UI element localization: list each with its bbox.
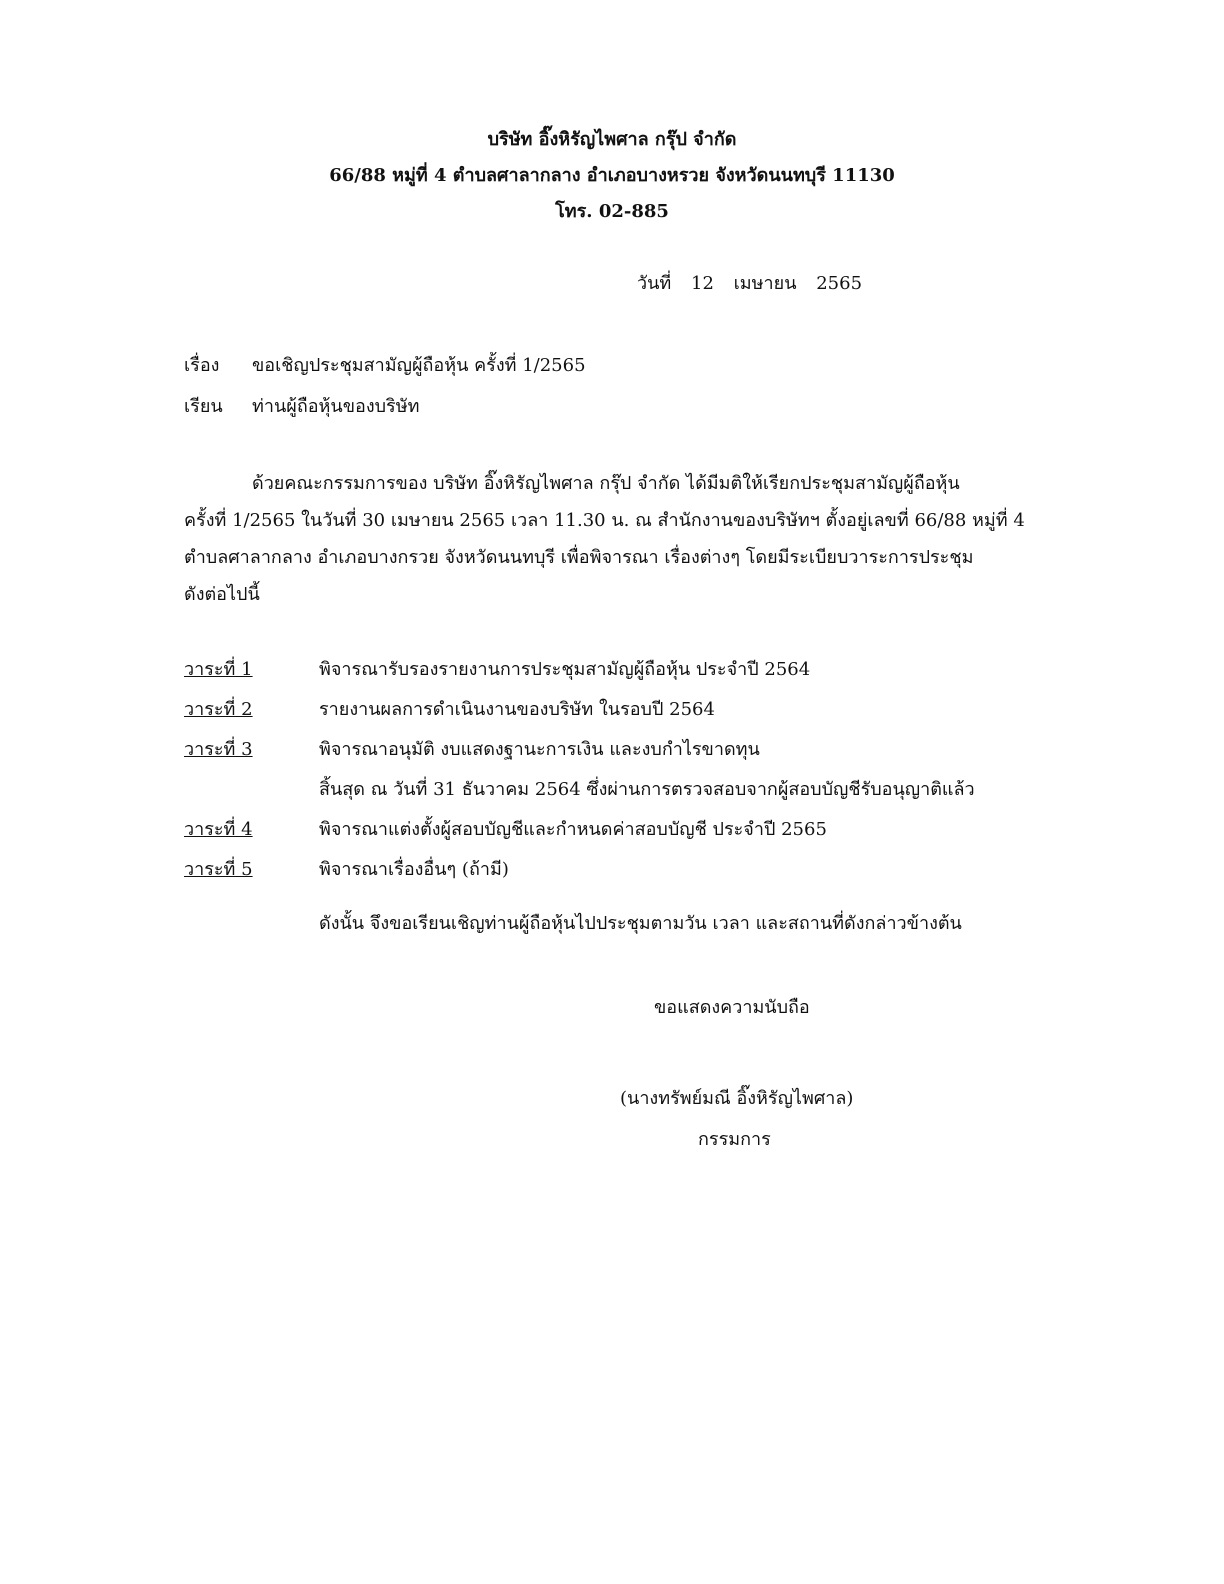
agenda-list xyxy=(184,650,1020,890)
subject-label: เรื่อง xyxy=(184,355,220,376)
subject-row xyxy=(184,350,586,379)
date-label: วันที่ xyxy=(637,273,672,294)
company-phone: โทร. 02-885 xyxy=(555,201,669,222)
agenda-label: วาระที่ 3 xyxy=(184,739,253,760)
body-line: ครั้งที่ 1/2565 ในวันที่ 30 เมษายน 2565 เวลา 11.30 น. ณ สำนักงานของบริษัทฯ ตั้งอยู่เลขที่ 66/88 หมู่ที่ 4 xyxy=(184,510,1025,531)
agenda-item xyxy=(184,810,1020,850)
date-month: เมษายน xyxy=(733,273,797,294)
closing-statement: ดังนั้น จึงขอเรียนเชิญท่านผู้ถือหุ้นไปประชุมตามวัน เวลา และสถานที่ดังกล่าวข้างต้น xyxy=(319,913,962,934)
company-address: 66/88 หมู่ที่ 4 ตำบลศาลากลาง อำเภอบางหรวย จังหวัดนนทบุรี 11130 xyxy=(329,165,895,186)
agenda-text: พิจารณาแต่งตั้งผู้สอบบัญชีและกำหนดค่าสอบบัญชี ประจำปี 2565 xyxy=(319,819,827,840)
company-name: บริษัท อิ๊งหิรัญไพศาล กรุ๊ป จำกัด xyxy=(487,129,737,150)
recipient-row xyxy=(184,391,419,420)
letter-date xyxy=(637,268,876,297)
body-paragraph xyxy=(184,465,1025,613)
signoff: ขอแสดงความนับถือ xyxy=(654,997,810,1018)
letterhead xyxy=(0,122,1224,230)
agenda-item xyxy=(184,730,1020,810)
agenda-item xyxy=(184,650,1020,690)
agenda-text: พิจารณารับรองรายงานการประชุมสามัญผู้ถือหุ้น ประจำปี 2564 xyxy=(319,659,811,680)
agenda-text-continued: สิ้นสุด ณ วันที่ 31 ธันวาคม 2564 ซึ่งผ่านการตรวจสอบจากผู้สอบบัญชีรับอนุญาติแล้ว xyxy=(319,779,975,800)
agenda-item xyxy=(184,850,1020,890)
agenda-label: วาระที่ 2 xyxy=(184,699,253,720)
date-year: 2565 xyxy=(816,273,863,294)
signer-title: กรรมการ xyxy=(698,1129,771,1150)
agenda-text: รายงานผลการดำเนินงานของบริษัท ในรอบปี 2564 xyxy=(319,699,715,720)
body-line: ดังต่อไปนี้ xyxy=(184,584,260,605)
agenda-item xyxy=(184,690,1020,730)
recipient-label: เรียน xyxy=(184,396,223,417)
agenda-text: พิจารณาอนุมัติ งบแสดงฐานะการเงิน และงบกำไรขาดทุน xyxy=(319,739,760,760)
agenda-label: วาระที่ 1 xyxy=(184,659,253,680)
subject-text: ขอเชิญประชุมสามัญผู้ถือหุ้น ครั้งที่ 1/2565 xyxy=(252,355,586,376)
signer-name: (นางทรัพย์มณี อิ๊งหิรัญไพศาล) xyxy=(620,1088,854,1109)
agenda-label: วาระที่ 5 xyxy=(184,859,253,880)
agenda-label: วาระที่ 4 xyxy=(184,819,253,840)
recipient-text: ท่านผู้ถือหุ้นของบริษัท xyxy=(252,396,420,417)
body-line: ตำบลศาลากลาง อำเภอบางกรวย จังหวัดนนทบุรี เพื่อพิจารณา เรื่องต่างๆ โดยมีระเบียบวาระการประชุม xyxy=(184,547,974,568)
date-day: 12 xyxy=(691,273,714,294)
agenda-text: พิจารณาเรื่องอื่นๆ (ถ้ามี) xyxy=(319,859,509,880)
body-line: ด้วยคณะกรรมการของ บริษัท อิ๊งหิรัญไพศาล กรุ๊ป จำกัด ได้มีมติให้เรียกประชุมสามัญผู้ถือหุ้น xyxy=(252,473,960,494)
